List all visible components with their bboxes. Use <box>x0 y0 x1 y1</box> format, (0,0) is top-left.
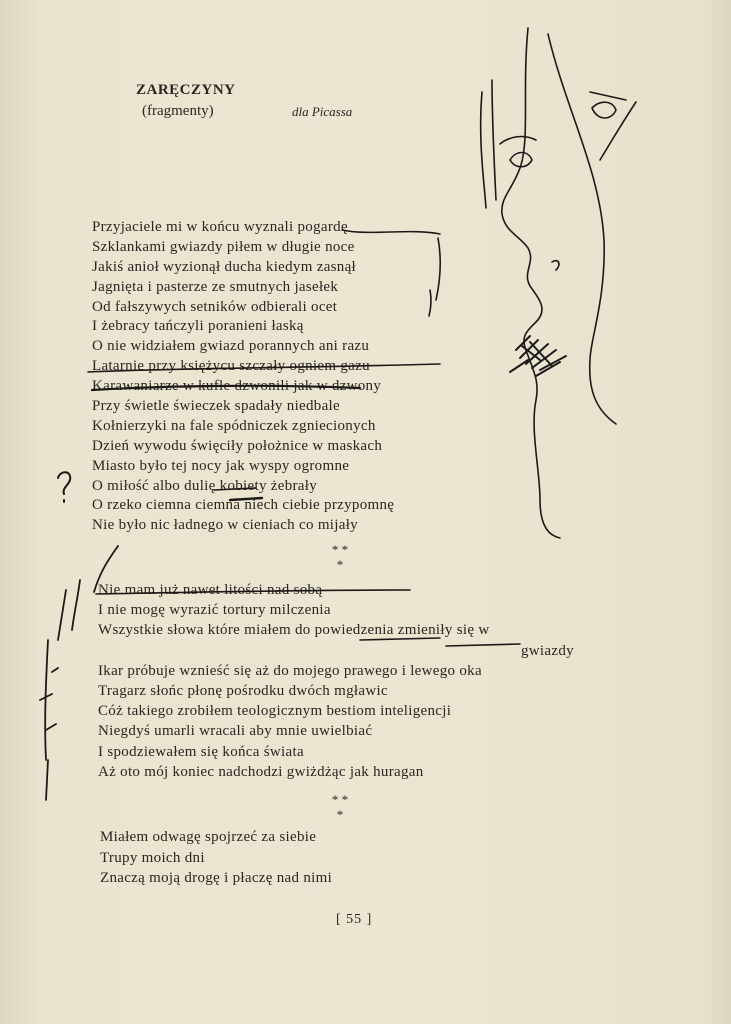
verse-line: O nie widziałem gwiazd porannych ani razu <box>92 338 370 355</box>
verse-line: Kołnierzyki na fale spódniczek zgniecionych <box>92 417 376 434</box>
margin-scribble <box>40 546 118 800</box>
verse-line: Przy świetle świeczek spadały niedbale <box>92 398 340 415</box>
verse-line: Tragarz słońc płonę pośrodku dwóch mgławic <box>98 682 388 699</box>
verse-line: Wszystkie słowa które miałem do powiedzenia zmieniły się w <box>98 622 490 639</box>
verse-line: Przyjaciele mi w końcu wyznali pogardę <box>92 219 348 235</box>
verse-line: I żebracy tańczyli poranieni łaską <box>92 318 304 335</box>
verse-line: I nie mogę wyrazić tortury milczenia <box>98 602 331 619</box>
verse-line: Znaczą moją drogę i płaczę nad nimi <box>100 870 333 886</box>
verse-line: Od fałszywych setników odbierali ocet <box>92 298 338 315</box>
moustache-sketch <box>510 336 566 376</box>
verse-line: Nie było nic ładnego w cieniach co mijały <box>92 517 358 534</box>
question-mark <box>58 472 70 502</box>
verse-line: Nie mam już nawet litości nad sobą <box>98 582 323 598</box>
separator-bottom: * <box>336 807 344 822</box>
verse-line: Karawaniarze w kufle dzwonili jak w dzwony <box>92 378 382 395</box>
verse-line: Jakiś anioł wyzionął ducha kiedym zasnął <box>92 258 357 275</box>
strike-mark <box>92 386 360 390</box>
eye-sketch <box>592 102 616 118</box>
verse-line: O rzeko ciemna ciemna niech ciebie przypomnę <box>92 497 395 514</box>
verse-line: I spodziewałem się końca świata <box>98 743 304 760</box>
cheek-sketch <box>552 261 559 270</box>
underline-mark <box>88 364 440 372</box>
poem-subtitle: (fragmenty) <box>142 103 214 119</box>
underline-mark <box>96 590 410 594</box>
verse-line: Latarnie przy księżycu szczały ogniem gazu <box>92 358 370 375</box>
verse-line: Dzień wywodu święciły położnice w maskach <box>92 437 383 454</box>
face-sketch <box>502 28 560 538</box>
hair-line <box>492 80 496 200</box>
eyebrow-sketch <box>500 137 536 144</box>
verse-line: Aż oto mój koniec nadchodzi gwiżdżąc jak huragan <box>98 763 424 780</box>
underline-mark <box>342 230 440 234</box>
verse-line: Cóż takiego zrobiłem teologicznym bestiom inteligencji <box>98 703 452 720</box>
verse-line-continuation: gwiazdy <box>521 642 574 659</box>
separator-bottom: * <box>336 557 344 572</box>
face-sketch-back <box>548 34 616 424</box>
strike-mark <box>230 498 262 500</box>
verse-line: Miałem odwagę spojrzeć za siebie <box>100 829 317 845</box>
underline-mark <box>214 488 256 490</box>
verse-line: Miasto było tej nocy jak wyspy ogromne <box>92 457 350 474</box>
separator-top: * * <box>331 792 349 807</box>
underline-mark <box>360 638 440 640</box>
separator-top: * * <box>331 542 349 557</box>
margin-bracket <box>436 238 440 300</box>
page-number: [ 55 ] <box>336 912 373 927</box>
verse-line: O miłość albo dulię kobiety żebrały <box>92 477 318 494</box>
verse-line: Jagnięta i pasterze ze smutnych jasełek <box>92 278 339 295</box>
verse-line: Ikar próbuje wznieść się aż do mojego prawego i lewego oka <box>98 662 482 679</box>
poem-dedication: dla Picassa <box>292 104 353 119</box>
verse-line: Szklankami gwiazdy piłem w długie noce <box>92 238 355 255</box>
eyebrow-sketch <box>590 92 626 100</box>
margin-bracket <box>429 290 431 316</box>
hair-line <box>481 92 486 208</box>
underline-mark <box>446 644 520 646</box>
poem-title: ZARĘCZYNY <box>136 82 236 98</box>
line-sketch <box>600 102 636 160</box>
verse-line: Trupy moich dni <box>100 849 205 866</box>
verse-line: Niegdyś umarli wracali aby mnie uwielbiać <box>98 723 373 740</box>
